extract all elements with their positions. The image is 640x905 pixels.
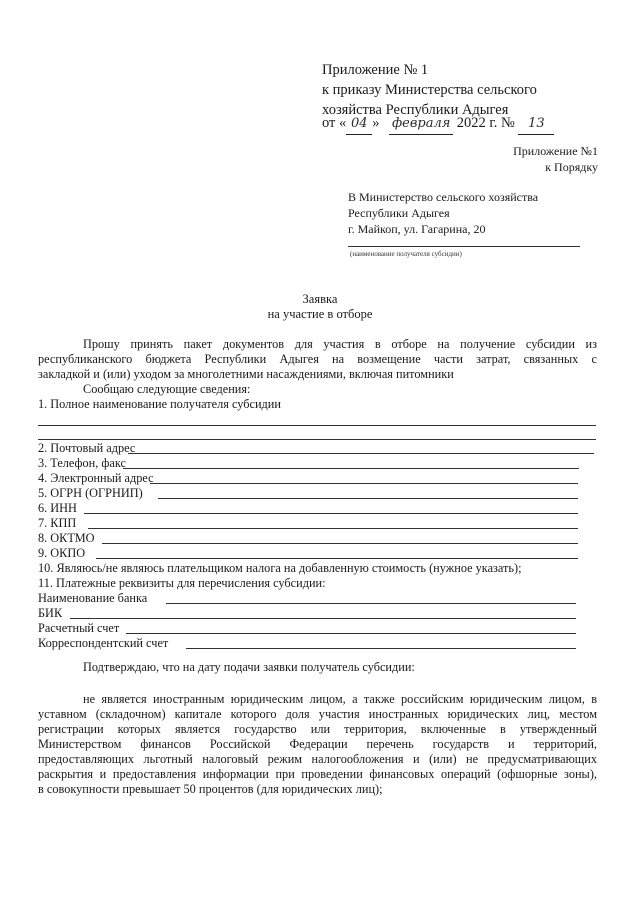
field-label-postal-address: 2. Почтовый адрес <box>38 441 136 455</box>
recipient-caption: (наименование получателя субсидии) <box>350 250 462 258</box>
field-label-okpo: 9. ОКПО <box>38 546 86 560</box>
recipient-line-2: Республики Адыгея <box>348 206 450 220</box>
field-line-kpp[interactable] <box>88 528 578 529</box>
field-label-kpp: 7. КПП <box>38 516 77 530</box>
appendix-title: Приложение № 1 <box>322 62 429 78</box>
field-line-ogrn[interactable] <box>158 498 578 499</box>
appendix-order-line: к приказу Министерства сельского <box>322 82 537 98</box>
date-month: февраля <box>389 114 453 135</box>
field-label-bik: БИК <box>38 606 63 620</box>
field-line-okpo[interactable] <box>96 558 578 559</box>
intro-line-3: закладкой и (или) уходом за многолетними насаждениями, включая питомники <box>38 367 454 381</box>
field-label-phone-fax: 3. Телефон, факс <box>38 456 126 470</box>
date-mid: » <box>372 115 380 131</box>
field-line-email[interactable] <box>150 483 578 484</box>
field-label-inn: 6. ИНН <box>38 501 77 515</box>
field-line-postal-address[interactable] <box>128 453 594 454</box>
date-prefix: от « <box>322 115 347 131</box>
procedure-appendix-sub: к Порядку <box>545 160 598 174</box>
field-line-account[interactable] <box>126 633 576 634</box>
confirm-p-line-1: не является иностранным юридическим лицом, а также российским юридическим лицом, в <box>83 692 597 706</box>
form-subtitle: на участие в отборе <box>267 307 373 321</box>
confirm-p-line-7: в совокупности превышает 50 процентов (для юридических лиц); <box>38 782 383 796</box>
field-line-full-name-2[interactable] <box>38 439 596 440</box>
confirm-p-line-4: Министерством финансов Российской Федерации перечень государств и территорий, <box>38 737 597 751</box>
field-label-account: Расчетный счет <box>38 621 120 635</box>
recipient-line-1: В Министерство сельского хозяйства <box>348 190 539 204</box>
field-label-bank-name: Наименование банка <box>38 591 148 605</box>
confirm-p-line-3: регистрации которых является государство или территория, включенные в утвержденный <box>38 722 597 736</box>
confirm-heading: Подтверждаю, что на дату подачи заявки получатель субсидии: <box>83 660 415 674</box>
procedure-appendix-title: Приложение №1 <box>513 144 598 158</box>
field-line-bank-name[interactable] <box>166 603 576 604</box>
field-line-full-name-1[interactable] <box>38 425 596 426</box>
field-line-phone-fax[interactable] <box>123 468 579 469</box>
field-label-vat-status: 10. Являюсь/не являюсь плательщиком налога на добавленную стоимость (нужное указать); <box>38 561 522 575</box>
confirm-p-line-2: уставном (складочном) капитале которого доля участия иностранных юридических лиц, местом <box>38 707 597 721</box>
field-line-inn[interactable] <box>84 513 578 514</box>
intro-line-4: Сообщаю следующие сведения: <box>83 382 251 396</box>
form-title: Заявка <box>302 292 338 306</box>
intro-line-1: Прошу принять пакет документов для участия в отборе на получение субсидии из <box>83 337 597 351</box>
order-number: 13 <box>518 114 554 135</box>
date-day: 04 <box>346 114 372 135</box>
field-label-ogrn: 5. ОГРН (ОГРНИП) <box>38 486 143 500</box>
intro-line-2: республиканского бюджета Республики Адыгея на возмещение части затрат, связанных с <box>38 352 597 366</box>
confirm-p-line-5: предоставляющих льготный налоговый режим налогообложения и (или) не предусматривающих <box>38 752 597 766</box>
field-line-oktmo[interactable] <box>102 543 578 544</box>
appendix-date-line <box>322 113 554 135</box>
appendix-ministry-line: хозяйства Республики Адыгея <box>322 102 509 118</box>
field-label-corr-account: Корреспондентский счет <box>38 636 169 650</box>
field-label-oktmo: 8. ОКТМО <box>38 531 95 545</box>
recipient-underline <box>348 246 580 247</box>
field-label-email: 4. Электронный адрес <box>38 471 154 485</box>
field-line-bik[interactable] <box>70 618 576 619</box>
recipient-line-3: г. Майкоп, ул. Гагарина, 20 <box>348 222 486 236</box>
field-label-payment-details: 11. Платежные реквизиты для перечисления субсидии: <box>38 576 326 590</box>
field-line-corr-account[interactable] <box>186 648 576 649</box>
field-label-full-name: 1. Полное наименование получателя субсидии <box>38 397 281 411</box>
date-year: 2022 г. № <box>456 115 515 131</box>
confirm-p-line-6: раскрытия и предоставления информации при проведении финансовых операций (офшорные зоны), <box>38 767 597 781</box>
